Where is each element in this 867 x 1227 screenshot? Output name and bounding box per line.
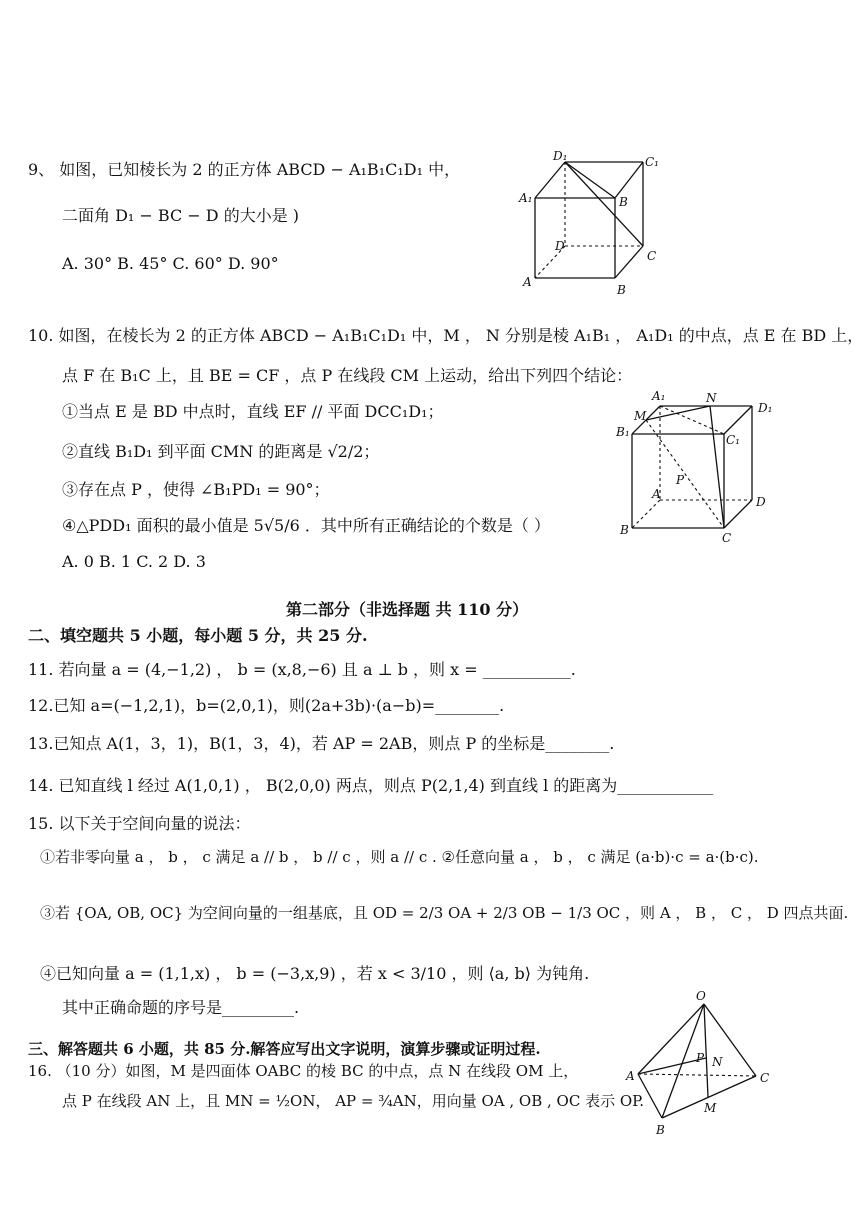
q16-label-n: N [712, 1055, 723, 1069]
q10-label-n: N [706, 391, 717, 405]
q10-label-b1: B₁ [616, 425, 630, 439]
q10-label-a1: A₁ [652, 389, 666, 403]
q10-item3: ③存在点 P ，使得 ∠B₁PD₁ = 90°； [62, 480, 330, 499]
q10-options: A. 0 B. 1 C. 2 D. 3 [62, 552, 206, 571]
q9-label-d: D [555, 239, 565, 253]
q15-intro: 15. 以下关于空间向量的说法： [28, 814, 251, 833]
q10-line1: 10. 如图，在棱长为 2 的正方体 ABCD − A₁B₁C₁D₁ 中，M ， N 分别是棱 A₁B₁ ， A₁D₁ 的中点，点 E 在 BD 上， [28, 326, 864, 345]
q10-item4: ④△PDD₁ 面积的最小值是 5√5/6 ．其中所有正确结论的个数是（ ） [62, 516, 550, 535]
q11: 11. 若向量 a = (4,−1,2) ， b = (x,8,−6) 且 a ⊥ b ，则 x = ___________. [28, 660, 576, 679]
q16-label-m: M [704, 1101, 717, 1115]
q10-item1: ①当点 E 是 BD 中点时，直线 EF // 平面 DCC₁D₁； [62, 402, 444, 421]
q10-label-b: B [620, 523, 629, 537]
q13: 13.已知点 A(1，3，1)，B(1，3，4)，若 AP = 2AB，则点 P 的坐标是________. [28, 734, 615, 753]
q10-cube-figure [612, 388, 782, 546]
q16-label-o: O [696, 990, 706, 1003]
q16-label-a: A [626, 1069, 635, 1083]
section2-heading: 二、填空题共 5 小题，每小题 5 分，共 25 分. [28, 626, 368, 645]
q16-tetrahedron-figure [622, 990, 782, 1140]
q10-label-c1: C₁ [726, 433, 740, 447]
q15-conclusion: 其中正确命题的序号是_________. [62, 998, 300, 1017]
q10-label-c: C [722, 531, 732, 545]
q10-label-d1: D₁ [758, 401, 773, 415]
part2-heading: 第二部分（非选择题 共 110 分） [286, 600, 529, 619]
q16-label-b: B [656, 1123, 665, 1137]
q12: 12.已知 a=(−1,2,1)，b=(2,0,1)，则(2a+3b)·(a−b)=________. [28, 696, 505, 715]
section3-heading: 三、解答题共 6 小题，共 85 分.解答应写出文字说明，演算步骤或证明过程. [28, 1040, 541, 1058]
q10-line2: 点 F 在 B₁C 上，且 BE = CF ，点 P 在线段 CM 上运动，给出下列四个结论： [62, 366, 633, 385]
q9-label-d1: D₁ [553, 150, 568, 163]
q9-label-c1: C₁ [645, 155, 659, 169]
q9-cube-figure [515, 150, 665, 300]
q9-label-a: A [523, 275, 532, 289]
q15-item1-2: ①若非零向量 a ， b ， c 满足 a // b ， b // c ，则 a // c . ②任意向量 a ， b ， c 满足 (a·b)·c = a·(b·c). [40, 848, 759, 866]
q10-label-a: A [652, 487, 661, 501]
q16-label-p: P [696, 1051, 705, 1065]
q9-options: A. 30° B. 45° C. 60° D. 90° [62, 254, 279, 273]
q15-item4: ④已知向量 a = (1,1,x) ， b = (−3,x,9) ，若 x < 3/10 ，则 ⟨a, b⟩ 为钝角. [40, 964, 590, 983]
q10-item2: ②直线 B₁D₁ 到平面 CMN 的距离是 √2/2； [62, 442, 380, 461]
q9-line1: 9、 如图，已知棱长为 2 的正方体 ABCD − A₁B₁C₁D₁ 中， [28, 160, 461, 179]
q9-line2: 二面角 D₁ − BC − D 的大小是 ) [62, 206, 300, 225]
q14: 14. 已知直线 l 经过 A(1,0,1) ， B(2,0,0) 两点，则点 P(2,1,4) 到直线 l 的距离为____________ [28, 776, 714, 795]
q10-label-d: D [756, 495, 766, 509]
q15-item3: ③若 {OA, OB, OC} 为空间向量的一组基底，且 OD = 2/3 OA + 2/3 OB − 1/3 OC ，则 A ， B ， C ， D 四点共面. [40, 904, 849, 922]
q10-label-m: M [634, 409, 647, 423]
q10-label-p: P [676, 473, 685, 487]
q16-line2: 点 P 在线段 AN 上，且 MN = ½ON， AP = ¾AN，用向量 OA , OB , OC 表示 OP. [62, 1092, 644, 1110]
q9-label-c: C [647, 249, 657, 263]
q16-label-c: C [760, 1071, 770, 1085]
q9-label-a1: A₁ [519, 191, 533, 205]
q16-line1: 16. （10 分）如图，M 是四面体 OABC 的棱 BC 的中点，点 N 在线段 OM 上， [28, 1062, 579, 1080]
q9-label-b1: B [619, 195, 628, 209]
q9-label-b: B [617, 283, 626, 297]
